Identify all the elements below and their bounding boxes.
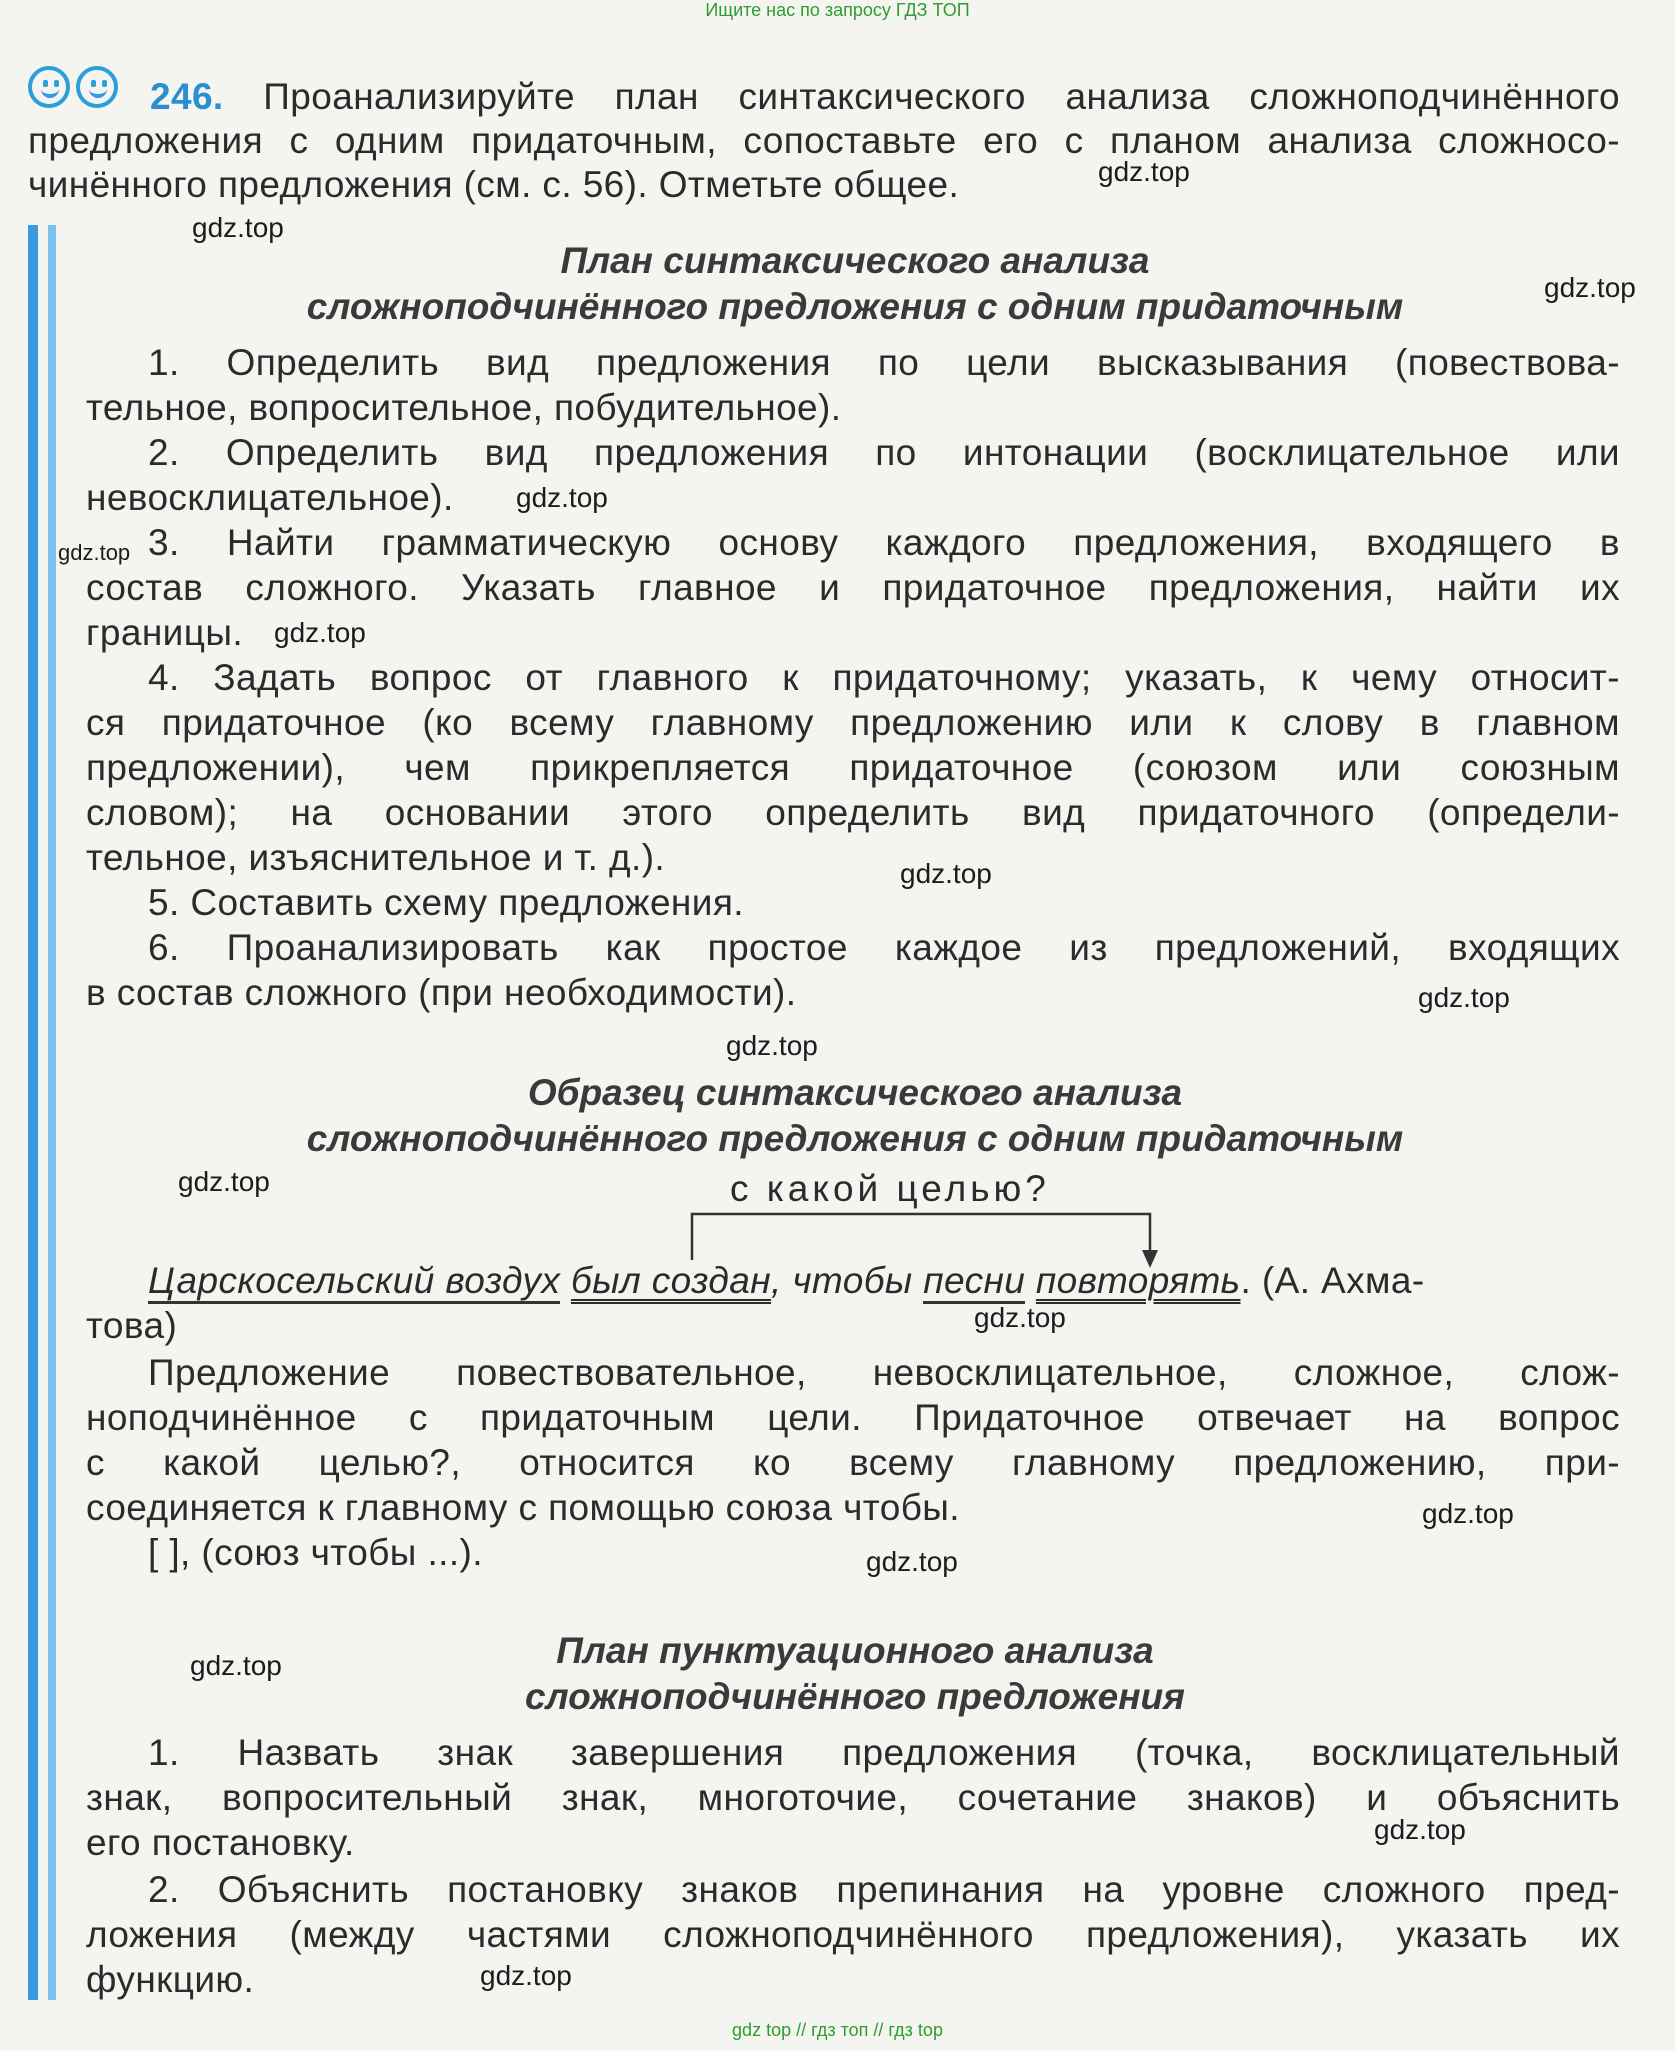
plan1-line: предложении), чем прикрепляется придаточное (союзом или союзным [86,747,1620,788]
plan1-line: в состав сложного (при необходимости). [86,972,797,1013]
watermark: gdz.top [516,482,608,513]
plan1-line: 3. Найти грамматическую основу каждого предложения, входящего в [148,522,1620,563]
watermark: gdz.top [726,1030,818,1061]
exercise-number: 246. [150,76,224,117]
plan2-subtitle: сложноподчинённого предложения [525,1676,1185,1717]
plan2-line: 1. Назвать знак завершения предложения (точка, восклицательный [148,1732,1620,1773]
plan1-line: 5. Составить схему предложения. [148,882,744,923]
plan1-line: состав сложного. Указать главное и придаточное предложения, найти их [86,567,1620,608]
watermark: gdz.top [1418,982,1510,1013]
margin-bar [48,225,56,2000]
watermark: gdz.top [480,1960,572,1991]
plan1-subtitle: сложноподчинённого предложения с одним придаточным [306,286,1404,327]
scheme: [ ], (союз чтобы ...). [148,1532,483,1573]
task-line: чинённого предложения (см. с. 56). Отметьте общее. [28,164,960,205]
predicate-2: повторять [1035,1260,1241,1301]
sample-subtitle: сложноподчинённого предложения с одним придаточным [306,1118,1404,1159]
sample-title: Образец синтаксического анализа [527,1072,1183,1113]
task-line: предложения с одним придаточным, сопоставьте его с планом анализа сложносо- [28,120,1620,161]
watermark: gdz.top [190,1650,282,1681]
watermark: gdz.top [974,1302,1066,1333]
predicate-1: был создан [570,1260,772,1301]
question-label: с какой целью? [730,1168,1050,1209]
conjunction: , чтобы [771,1260,913,1301]
plan2-line: его постановку. [86,1822,355,1863]
plan1-line: 6. Проанализировать как простое каждое из предложений, входящих [148,927,1620,968]
example-sentence [148,1258,1620,1303]
watermark: gdz.top [58,540,131,565]
margin-bar [28,225,38,2000]
footer-note: gdz top // гдз топ // гдз top [732,2020,943,2040]
plan1-line: невосклицательное). [86,477,454,518]
plan1-line: 4. Задать вопрос от главного к придаточному; указать, к чему относит- [148,657,1620,698]
smiley-icon [28,66,70,108]
task-line [150,74,1620,119]
subject-2: песни [923,1260,1025,1304]
watermark: gdz.top [1098,156,1190,187]
plan2-line: 2. Объяснить постановку знаков препинания на уровне сложного пред- [148,1869,1620,1910]
analysis-line: Предложение повествовательное, невосклицательное, сложное, слож- [148,1352,1620,1393]
watermark: gdz.top [866,1546,958,1577]
plan1-title: План синтаксического анализа [560,240,1150,281]
plan1-line: границы. [86,612,244,653]
watermark: gdz.top [1422,1498,1514,1529]
plan2-line: функцию. [86,1959,255,2000]
plan1-line: 2. Определить вид предложения по интонации (восклицательное или [148,432,1620,473]
analysis-line: соединяется к главному с помощью союза чтобы. [86,1487,960,1528]
plan2-line: знак, вопросительный знак, многоточие, сочетание знаков) и объяснить [86,1777,1620,1818]
plan1-line: 1. Определить вид предложения по цели высказывания (повествова- [148,342,1620,383]
plan1-line: словом); на основании этого определить вид придаточного (определи- [86,792,1620,833]
task-text: Проанализируйте план синтаксического анализа сложноподчинённого [263,76,1620,117]
smiley-icon [76,66,118,108]
watermark: gdz.top [1374,1814,1466,1845]
plan2-line: ложения (между частями сложноподчинённого предложения), указать их [86,1914,1620,1955]
plan1-line: тельное, изъяснительное и т. д.). [86,837,666,878]
source-end: това) [86,1305,178,1346]
source: . (А. Ахма- [1240,1260,1425,1301]
watermark: gdz.top [274,617,366,648]
top-note: Ищите нас по запросу ГДЗ ТОП [705,0,970,20]
plan1-line: ся придаточное (ко всему главному предложению или к слову в главном [86,702,1620,743]
analysis-line: с какой целью?, относится ко всему главному предложению, при- [86,1442,1620,1483]
subject-1: Царскосельский воздух [148,1260,560,1304]
plan2-title: План пунктуационного анализа [556,1630,1154,1671]
watermark: gdz.top [192,212,284,243]
watermark: gdz.top [178,1166,270,1197]
plan1-line: тельное, вопросительное, побудительное). [86,387,842,428]
watermark: gdz.top [1544,272,1636,303]
analysis-line: ноподчинённое с придаточным цели. Придаточное отвечает на вопрос [86,1397,1620,1438]
watermark: gdz.top [900,858,992,889]
